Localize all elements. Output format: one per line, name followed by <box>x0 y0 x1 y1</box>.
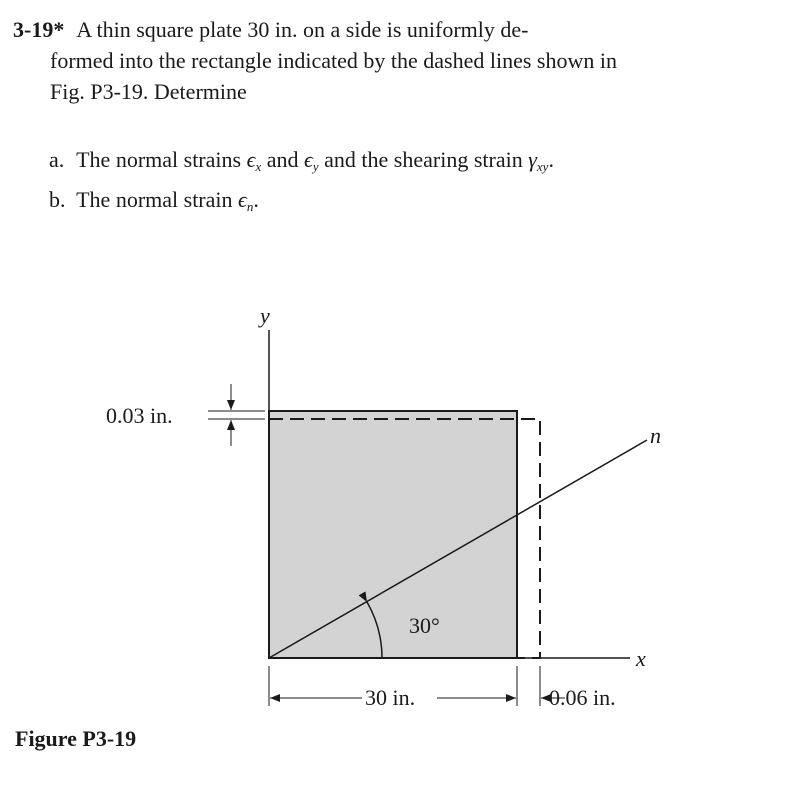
problem-line-1: 3-19* A thin square plate 30 in. on a side is uniformly de- <box>13 17 529 42</box>
dim-right-label: 0.06 in. <box>549 685 616 710</box>
angle-label: 30° <box>409 613 440 638</box>
n-axis-label: n <box>650 423 661 448</box>
problem-line-3: Fig. P3-19. Determine <box>50 79 247 104</box>
x-axis-label: x <box>636 646 646 671</box>
dim-width-label: 30 in. <box>365 685 416 710</box>
problem-line-2: formed into the rectangle indicated by the dashed lines shown in <box>50 48 617 73</box>
question-b: b. The normal strain $\epsilon_n$. <box>49 187 259 214</box>
square-plate <box>269 411 517 658</box>
y-axis-label: y <box>260 303 270 328</box>
figure-caption: Figure P3-19 <box>15 726 137 751</box>
dim-top-label: 0.03 in. <box>106 403 173 428</box>
problem-number: 3-19* <box>13 17 65 42</box>
question-a: a. The normal strains $\epsilon_x$ and $\epsilon_y$ and the shearing strain $\gamma_{xy}$. <box>49 147 554 174</box>
